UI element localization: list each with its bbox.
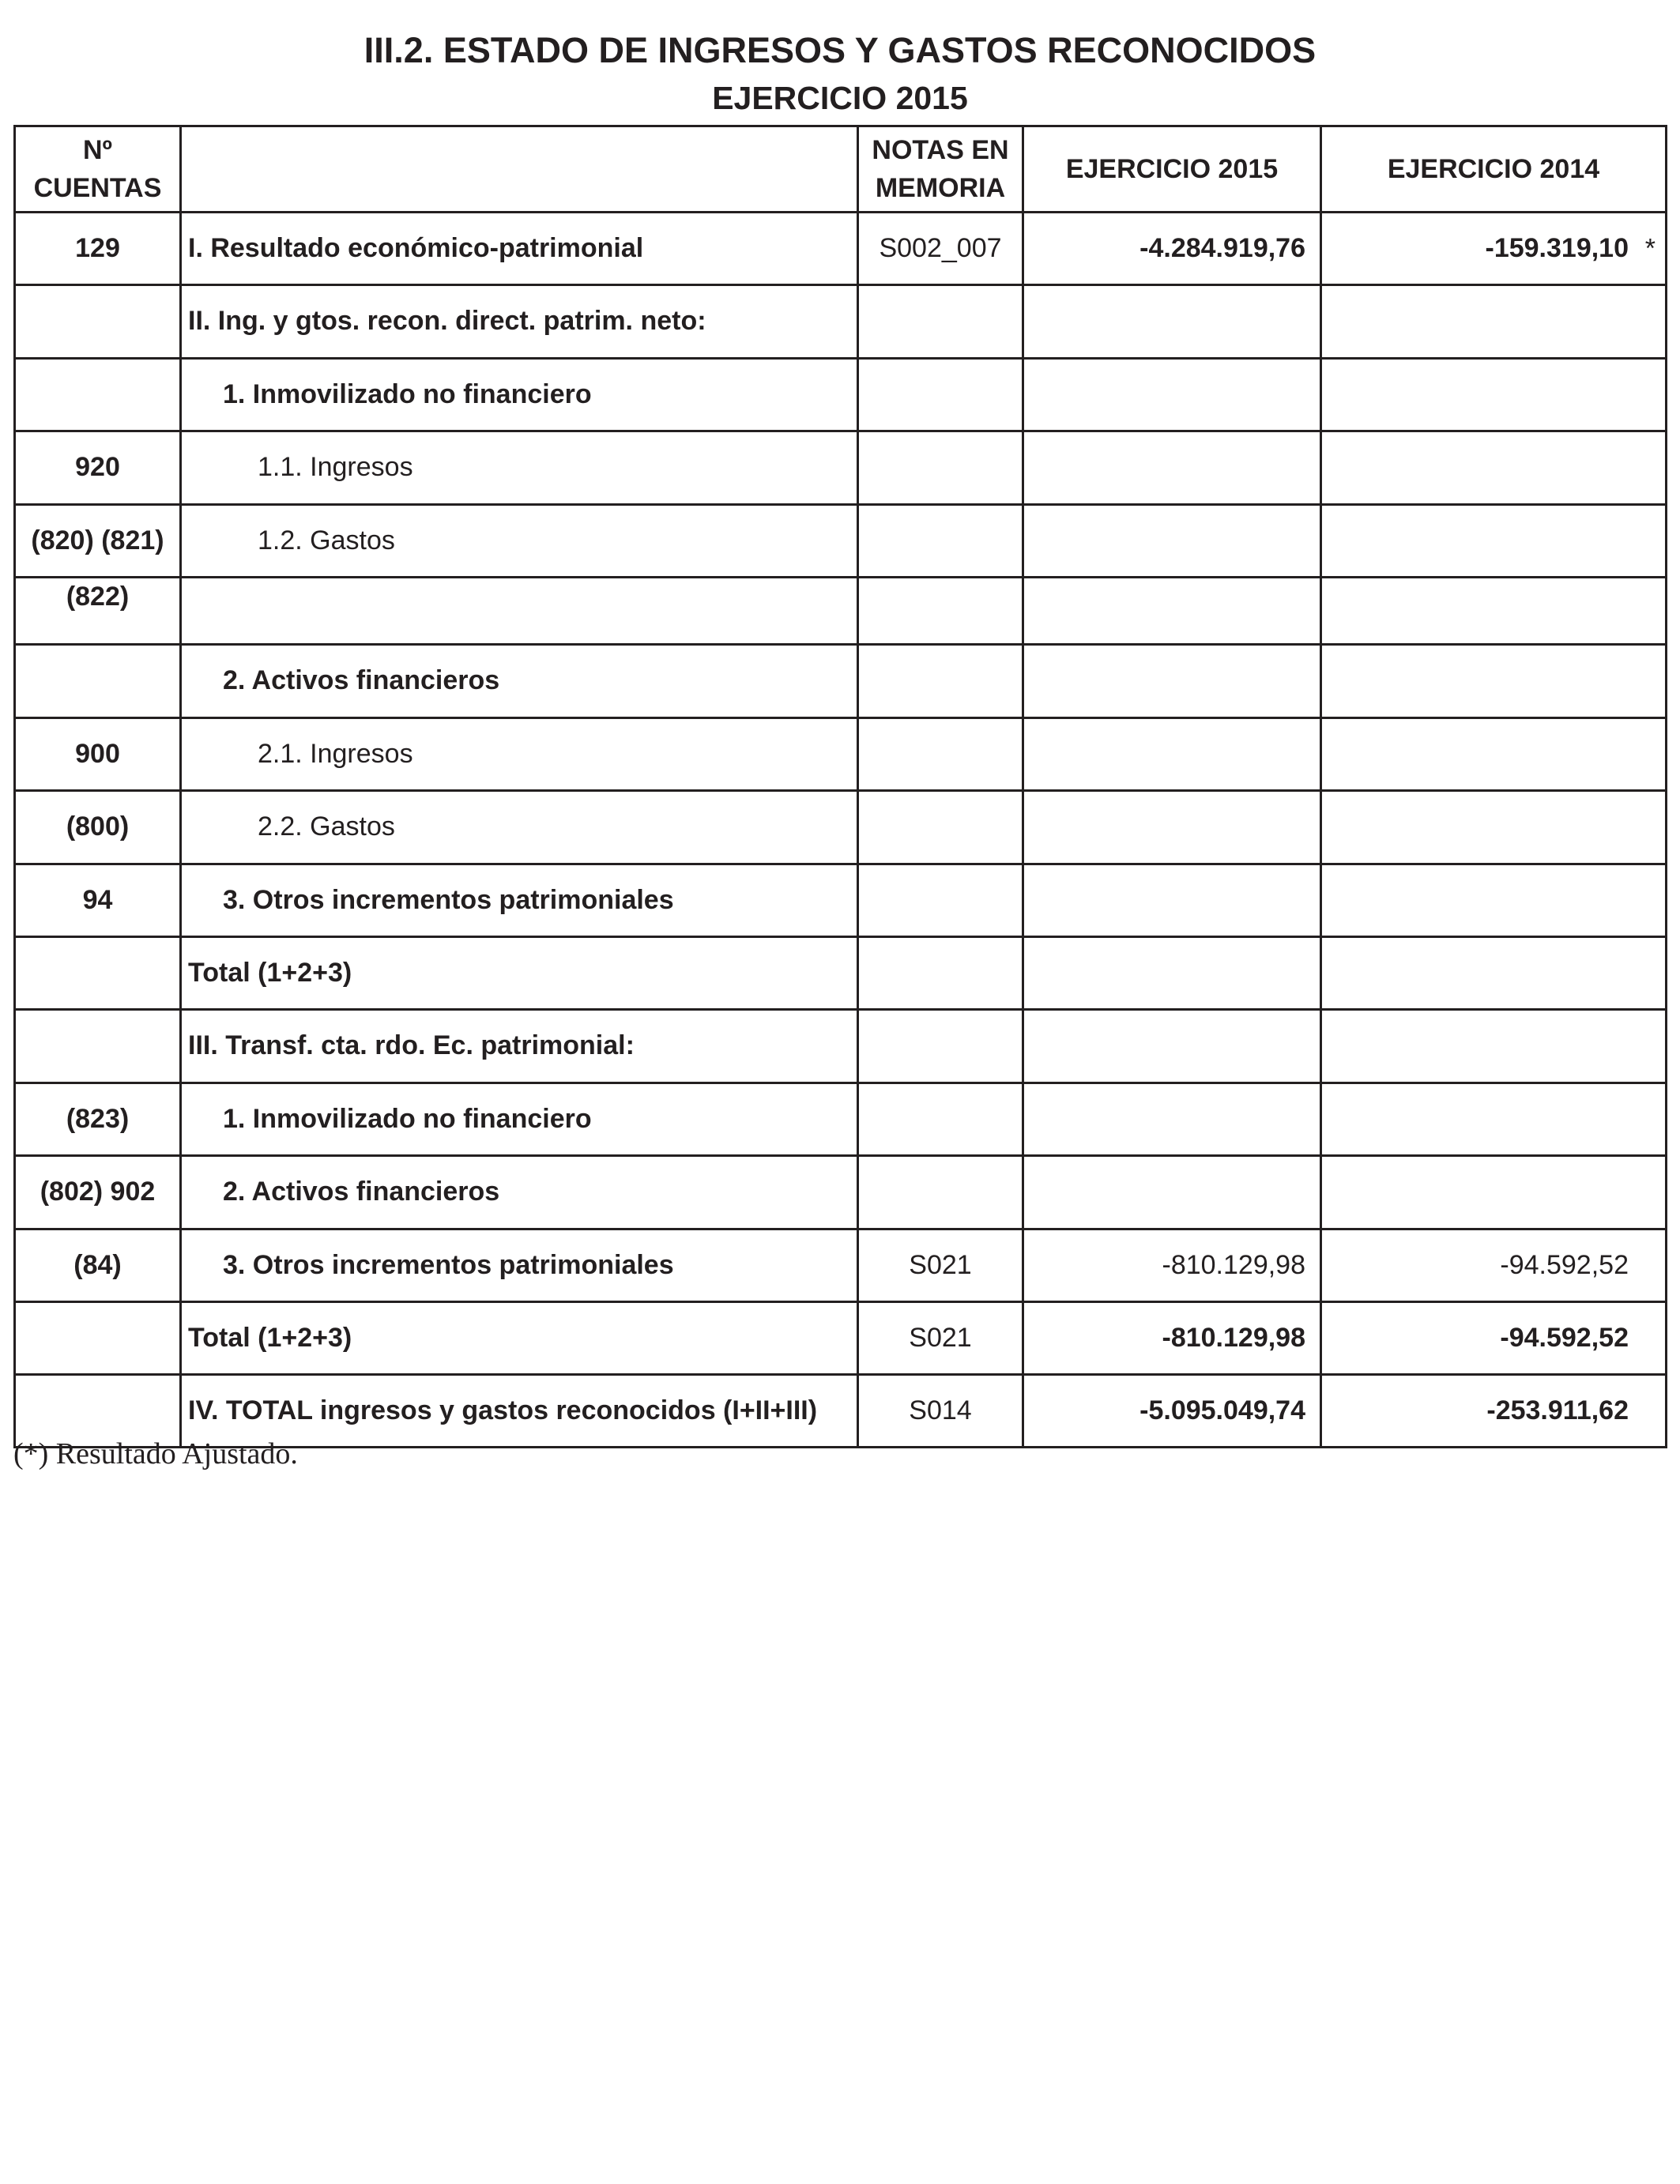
table-row xyxy=(15,937,1667,1010)
table-row xyxy=(15,358,1667,431)
row-label: IV. TOTAL ingresos y gastos reconocidos (I+II+III) xyxy=(181,1375,858,1448)
table-row xyxy=(15,791,1667,864)
value-2014: -94.592,52 xyxy=(1321,1229,1667,1302)
section-3-block xyxy=(15,1010,1667,1302)
note-ref: S014 xyxy=(858,1375,1023,1448)
table-header-row xyxy=(15,126,1667,213)
value-2014: -159.319,10 xyxy=(1485,233,1629,263)
note-ref: S002_007 xyxy=(858,213,1023,285)
header-notes: NOTAS EN MEMORIA xyxy=(858,126,1023,213)
row-label: 1. Inmovilizado no financiero xyxy=(181,358,858,431)
value-2014-cell xyxy=(1321,213,1667,285)
header-accounts: Nº CUENTAS xyxy=(15,126,181,213)
value-2014: -253.911,62 xyxy=(1321,1375,1667,1448)
account-code: 94 xyxy=(15,864,181,937)
account-code: (822) xyxy=(15,578,181,645)
table-row xyxy=(15,285,1667,359)
account-code: (84) xyxy=(15,1229,181,1302)
header-year-2015: EJERCICIO 2015 xyxy=(1023,126,1321,213)
table-row xyxy=(15,1010,1667,1083)
table-row xyxy=(15,717,1667,791)
total-3-block xyxy=(15,1302,1667,1375)
row-label: 2. Activos financieros xyxy=(181,1156,858,1229)
note-ref: S021 xyxy=(858,1302,1023,1375)
table-row xyxy=(15,1083,1667,1156)
value-2015: -810.129,98 xyxy=(1023,1302,1321,1375)
table-row xyxy=(15,645,1667,718)
row-label: 3. Otros incrementos patrimoniales xyxy=(181,864,858,937)
section-2-block xyxy=(15,285,1667,937)
table-row xyxy=(15,504,1667,578)
value-2014: -94.592,52 xyxy=(1321,1302,1667,1375)
section-heading: II. Ing. y gtos. recon. direct. patrim. neto: xyxy=(181,285,858,359)
value-2015: -4.284.919,76 xyxy=(1023,213,1321,285)
section-heading: III. Transf. cta. rdo. Ec. patrimonial: xyxy=(181,1010,858,1083)
row-label: Total (1+2+3) xyxy=(181,937,858,1010)
statement-table xyxy=(13,125,1667,1448)
footnote: (*) Resultado Ajustado. xyxy=(13,1437,298,1470)
section-1-block xyxy=(15,213,1667,285)
account-code: (820) (821) xyxy=(15,504,181,578)
header-description xyxy=(181,126,858,213)
adjusted-marker: * xyxy=(1644,233,1656,263)
row-label: I. Resultado económico-patrimonial xyxy=(181,213,858,285)
value-2015: -5.095.049,74 xyxy=(1023,1375,1321,1448)
account-code: (802) 902 xyxy=(15,1156,181,1229)
page-subtitle: EJERCICIO 2015 xyxy=(712,80,968,116)
row-label: 1.2. Gastos xyxy=(181,504,858,578)
total-2-block xyxy=(15,937,1667,1010)
table-row xyxy=(15,431,1667,505)
row-label: 2.1. Ingresos xyxy=(181,717,858,791)
table-row xyxy=(15,578,1667,645)
row-label: 2. Activos financieros xyxy=(181,645,858,718)
account-code: 900 xyxy=(15,717,181,791)
row-label: Total (1+2+3) xyxy=(181,1302,858,1375)
note-ref: S021 xyxy=(858,1229,1023,1302)
table-row xyxy=(15,1302,1667,1375)
header-year-2014: EJERCICIO 2014 xyxy=(1321,126,1667,213)
table-row xyxy=(15,213,1667,285)
account-code: 920 xyxy=(15,431,181,505)
table-row xyxy=(15,1229,1667,1302)
account-code: (800) xyxy=(15,791,181,864)
row-label: 3. Otros incrementos patrimoniales xyxy=(181,1229,858,1302)
account-code: 129 xyxy=(15,213,181,285)
row-label: 2.2. Gastos xyxy=(181,791,858,864)
table-row xyxy=(15,1156,1667,1229)
row-label: 1.1. Ingresos xyxy=(181,431,858,505)
value-2015: -810.129,98 xyxy=(1023,1229,1321,1302)
account-code: (823) xyxy=(15,1083,181,1156)
table-row xyxy=(15,864,1667,937)
page-title: III.2. ESTADO DE INGRESOS Y GASTOS RECONOCIDOS xyxy=(363,30,1317,70)
row-label: 1. Inmovilizado no financiero xyxy=(181,1083,858,1156)
